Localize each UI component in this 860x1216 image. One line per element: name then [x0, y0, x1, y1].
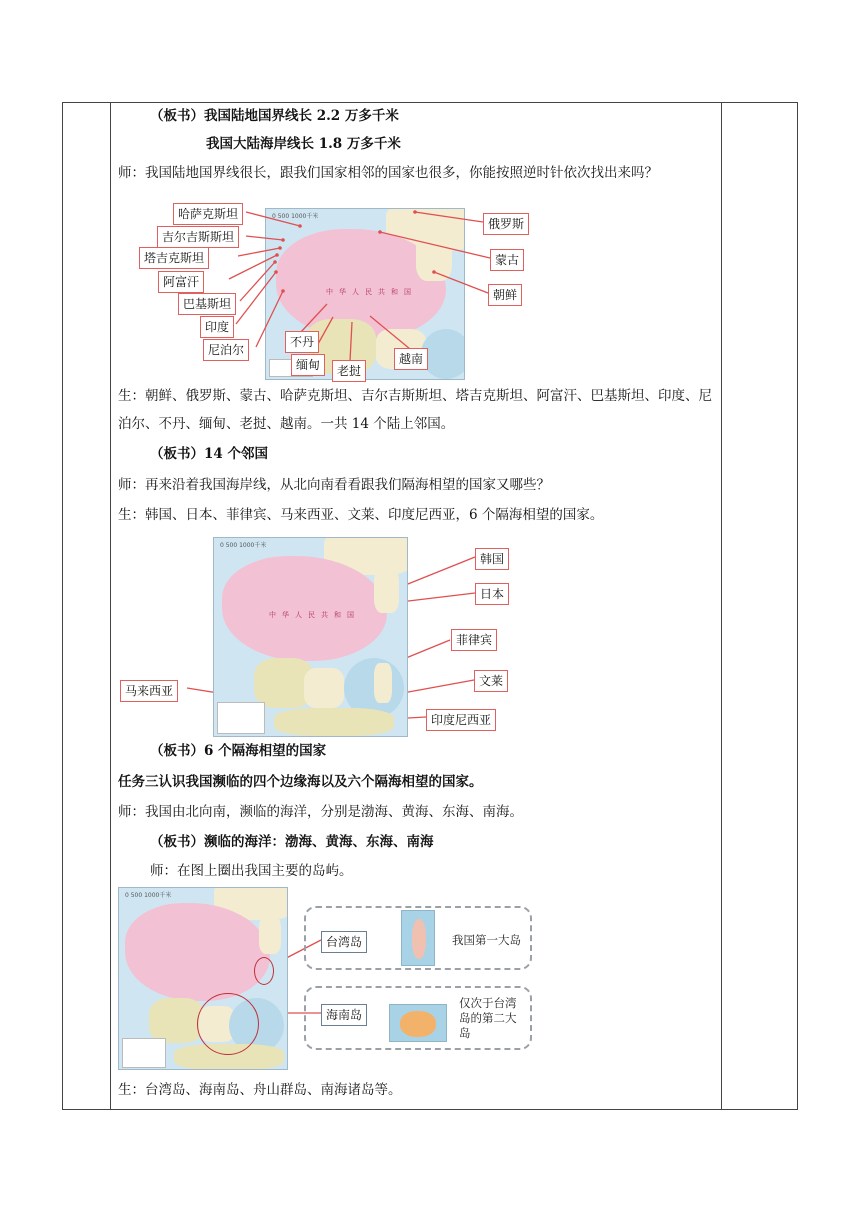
- label-afghanistan: 阿富汗: [158, 271, 204, 293]
- task-three: 任务三认识我国濒临的四个边缘海以及六个隔海相望的国家。: [118, 774, 483, 790]
- map2-china-text: 中华人民共和国: [269, 611, 360, 619]
- label-taiwan-island: 台湾岛: [321, 931, 367, 953]
- label-hainan-island: 海南岛: [321, 1004, 367, 1026]
- label-japan: 日本: [475, 583, 509, 605]
- student-line-1: 生：朝鲜、俄罗斯、蒙古、哈萨克斯坦、吉尔吉斯斯坦、塔吉克斯坦、阿富汗、巴基斯坦、印度、尼泊尔、不丹、缅甸、老挝、越南。一共 14 个陆上邻国。: [118, 388, 712, 432]
- board-note-coastline-length: 我国大陆海岸线长 1.8 万多千米: [206, 136, 401, 152]
- label-indonesia: 印度尼西亚: [426, 709, 496, 731]
- hainan-description-1: 仅次于台湾: [459, 996, 517, 1010]
- taiwan-thumbnail: [401, 910, 435, 966]
- label-bhutan: 不丹: [285, 331, 319, 353]
- hainan-thumbnail: [389, 1004, 447, 1042]
- label-brunei: 文莱: [474, 670, 508, 692]
- label-laos: 老挝: [332, 360, 366, 382]
- label-south-korea: 韩国: [475, 548, 509, 570]
- hainan-description-2: 岛的第二大: [459, 1011, 517, 1025]
- map3-scale: 0 500 1000千米: [125, 892, 172, 899]
- hainan-description-3: 岛: [459, 1026, 471, 1040]
- teacher-line-1: 师：我国陆地国界线很长，跟我们国家相邻的国家也很多，你能按照逆时针依次找出来吗？: [118, 165, 658, 181]
- label-india: 印度: [200, 316, 234, 338]
- label-malaysia: 马来西亚: [120, 680, 178, 702]
- board-note-14-neighbors: （板书）14 个邻国: [150, 446, 268, 462]
- map2-scale: 0 500 1000千米: [220, 542, 267, 549]
- label-kyrgyzstan: 吉尔吉斯斯坦: [157, 226, 239, 248]
- label-nepal: 尼泊尔: [203, 339, 249, 361]
- teacher-line-4: 师：在图上圈出我国主要的岛屿。: [150, 863, 353, 879]
- label-tajikistan: 塔吉克斯坦: [139, 247, 209, 269]
- taiwan-circle: [254, 957, 274, 985]
- hainan-circle: [197, 993, 259, 1055]
- label-pakistan: 巴基斯坦: [178, 293, 236, 315]
- column-divider-right: [721, 103, 722, 1109]
- teacher-line-2: 师：再来沿着我国海岸线，从北向南看看跟我们隔海相望的国家又哪些？: [118, 477, 550, 493]
- teacher-line-3: 师：我国由北向南，濒临的海洋，分别是渤海、黄海、东海、南海。: [118, 804, 523, 820]
- map-sea-neighbors: [213, 537, 408, 737]
- taiwan-description: 我国第一大岛: [452, 933, 521, 947]
- map1-scale: 0 500 1000千米: [272, 213, 319, 220]
- label-north-korea: 朝鲜: [488, 284, 522, 306]
- label-philippines: 菲律宾: [451, 629, 497, 651]
- student-line-3: 生：台湾岛、海南岛、舟山群岛、南海诸岛等。: [118, 1082, 402, 1098]
- label-mongolia: 蒙古: [490, 249, 524, 271]
- label-vietnam: 越南: [394, 348, 428, 370]
- column-divider-left: [110, 103, 111, 1109]
- label-kazakhstan: 哈萨克斯坦: [173, 203, 243, 225]
- label-myanmar: 缅甸: [291, 354, 325, 376]
- map1-china-text: 中华人民共和国: [326, 288, 417, 296]
- student-line-2: 生：韩国、日本、菲律宾、马来西亚、文莱、印度尼西亚，6 个隔海相望的国家。: [118, 507, 604, 523]
- label-russia: 俄罗斯: [483, 213, 529, 235]
- board-note-border-length: （板书）我国陆地国界线长 2.2 万多千米: [150, 108, 399, 124]
- board-note-seas: （板书）濒临的海洋：渤海、黄海、东海、南海: [150, 834, 434, 850]
- board-note-6-sea-neighbors: （板书）6 个隔海相望的国家: [150, 743, 327, 759]
